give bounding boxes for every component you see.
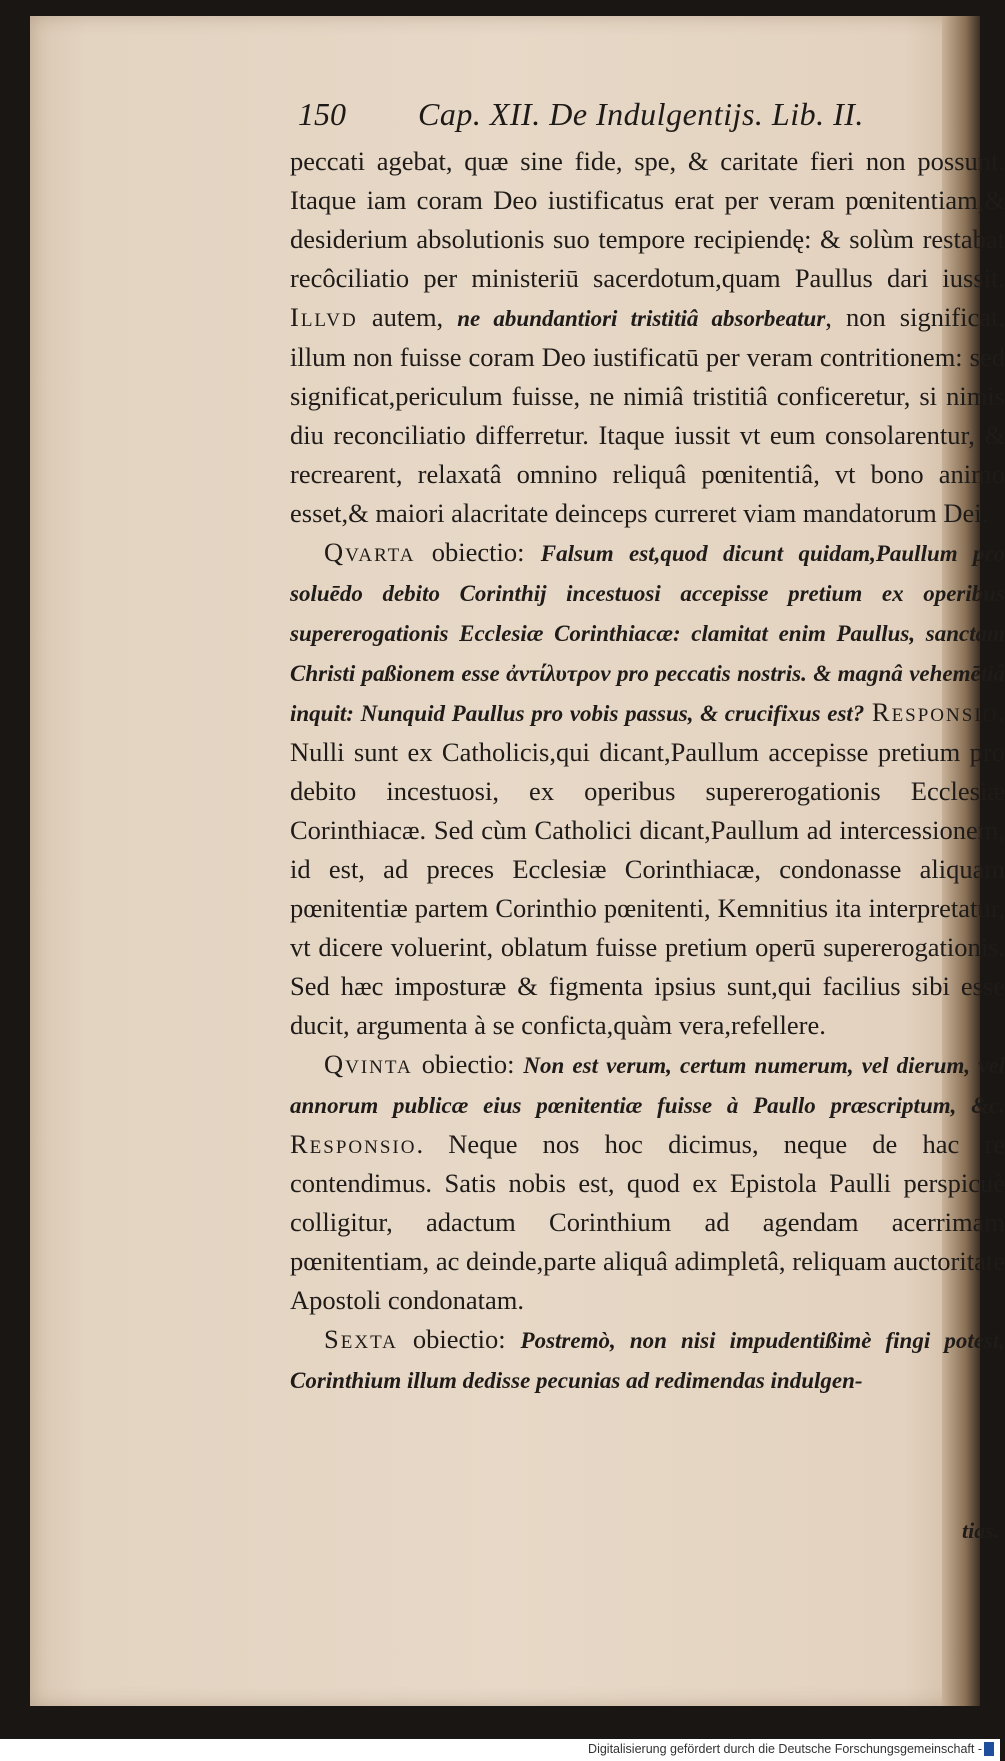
responsio-label: Responsio: [290, 1129, 417, 1159]
page-number: 150: [298, 96, 346, 132]
running-header: [260, 96, 980, 140]
objection-quote: Falsum est,quod dicunt quidam,Paullum pro soluēdo debito Corinthij incestuosi accepisse pretium ex operibus supererogationis Ecclesiæ Corinthiacæ: clamitat enim Paullus, sanctam Christi paßionem esse ἀντίλυτρον pro peccatis nostris. & magnâ vehemētiâ inquit: Nunquid Paullus pro vobis passus, & crucifixus est?: [290, 541, 1005, 726]
italic-quote: ne abundantiori tristitiâ absorbeatur: [457, 306, 826, 331]
catchword: tias.: [962, 1518, 1000, 1543]
objection-heading: Qvarta: [324, 537, 416, 567]
objection-quote: Postremò, non nisi impudentißimè fingi potest, Corinthium illum dedisse pecunias ad redimendas indulgen-: [290, 1328, 1005, 1393]
small-caps-word: Illvd: [290, 302, 358, 332]
objection-heading: Sexta: [324, 1324, 398, 1354]
responsio-label: Responsio: [871, 697, 999, 727]
paragraph-quarta: Qvarta obiectio: Falsum est,quod dicunt quidam,Paullum pro soluēdo debito Corinthij incestuosi accepisse pretium ex operibus supererogationis Ecclesiæ Corinthiacæ: clamitat enim Paullus, sanctam Christi paßionem esse ἀντίλυτρον pro peccatis nostris. & magnâ vehemētiâ inquit: Nunquid Paullus pro vobis passus, & crucifixus est? Responsio. Nulli sunt ex Catholicis,qui dicant,Paullum accepisse pretium pro debito incestuosi, ex operibus supererogationis Ecclesiæ Corinthiacæ. Sed cùm Catholici dicant,Paullum ad intercessionem, id est, ad preces Ecclesiæ Corinthiacæ, condonasse aliquam pœnitentiæ partem Corinthio pœnitenti, Kemnitius ita interpretatur, vt dicere voluerint, oblatum fuisse pretium operū supererogationis. Sed hæc imposturæ & figmenta ipsius sunt,qui facilius sibi esse ducit, argumenta à se conficta,quàm vera,refellere.: [290, 537, 1005, 1040]
paragraph-1: peccati agebat, quæ sine fide, spe, & caritate fieri non possunt. Itaque iam coram Deo iustificatus erat per veram pœnitentiam,& desiderium absolutionis suo tempore recipiendę: & solùm restabat recôciliatio per ministeriū sacerdotum,quam Paullus dari iussit. Illvd autem, ne abundantiori tristitiâ absorbeatur, non significat, illum non fuisse coram Deo iustificatū per veram contritionem: sed significat,periculum fuisse, ne nimiâ tristitiâ conficeretur, si nimis diu reconciliatio differretur. Itaque iussit vt eum consolarentur, & recrearent, relaxatâ omnino reliquâ pœnitentiâ, vt bono animo esset,& maiori alacritate deinceps curreret viam mandatorum Dei.: [290, 146, 1005, 528]
running-title: Cap. XII. De Indulgentijs. Lib. II.: [418, 96, 864, 132]
paragraph-sexta: Sexta obiectio: Postremò, non nisi impudentißimè fingi potest, Corinthium illum dedisse pecunias ad redimendas indulgen-: [290, 1324, 1005, 1393]
objection-quote: Non est verum, certum numerum, vel dierum, vel annorum publicæ eius pœnitentiæ fuisse à Paullo præscriptum, &c.: [290, 1053, 1005, 1118]
dfg-credit: Digitalisierung gefördert durch die Deutsche Forschungsgemeinschaft -: [588, 1742, 982, 1756]
footer-bar: [0, 1739, 1000, 1761]
dfg-logo-icon: [984, 1742, 994, 1756]
body-text: [290, 142, 1005, 1400]
paragraph-quinta: Qvinta obiectio: Non est verum, certum numerum, vel dierum, vel annorum publicæ eius pœnitentiæ fuisse à Paullo præscriptum, &c. Responsio. Neque nos hoc dicimus, neque de hac re contendimus. Satis nobis est, quod ex Epistola Paulli perspicuè colligitur, adactum Corinthium ad agendam acerrimam pœnitentiam, ac deinde,parte aliquâ adimpletâ, reliquam auctoritate Apostoli condonatam.: [290, 1049, 1005, 1315]
book-page: [30, 16, 1005, 1706]
objection-heading: Qvinta: [324, 1049, 413, 1079]
